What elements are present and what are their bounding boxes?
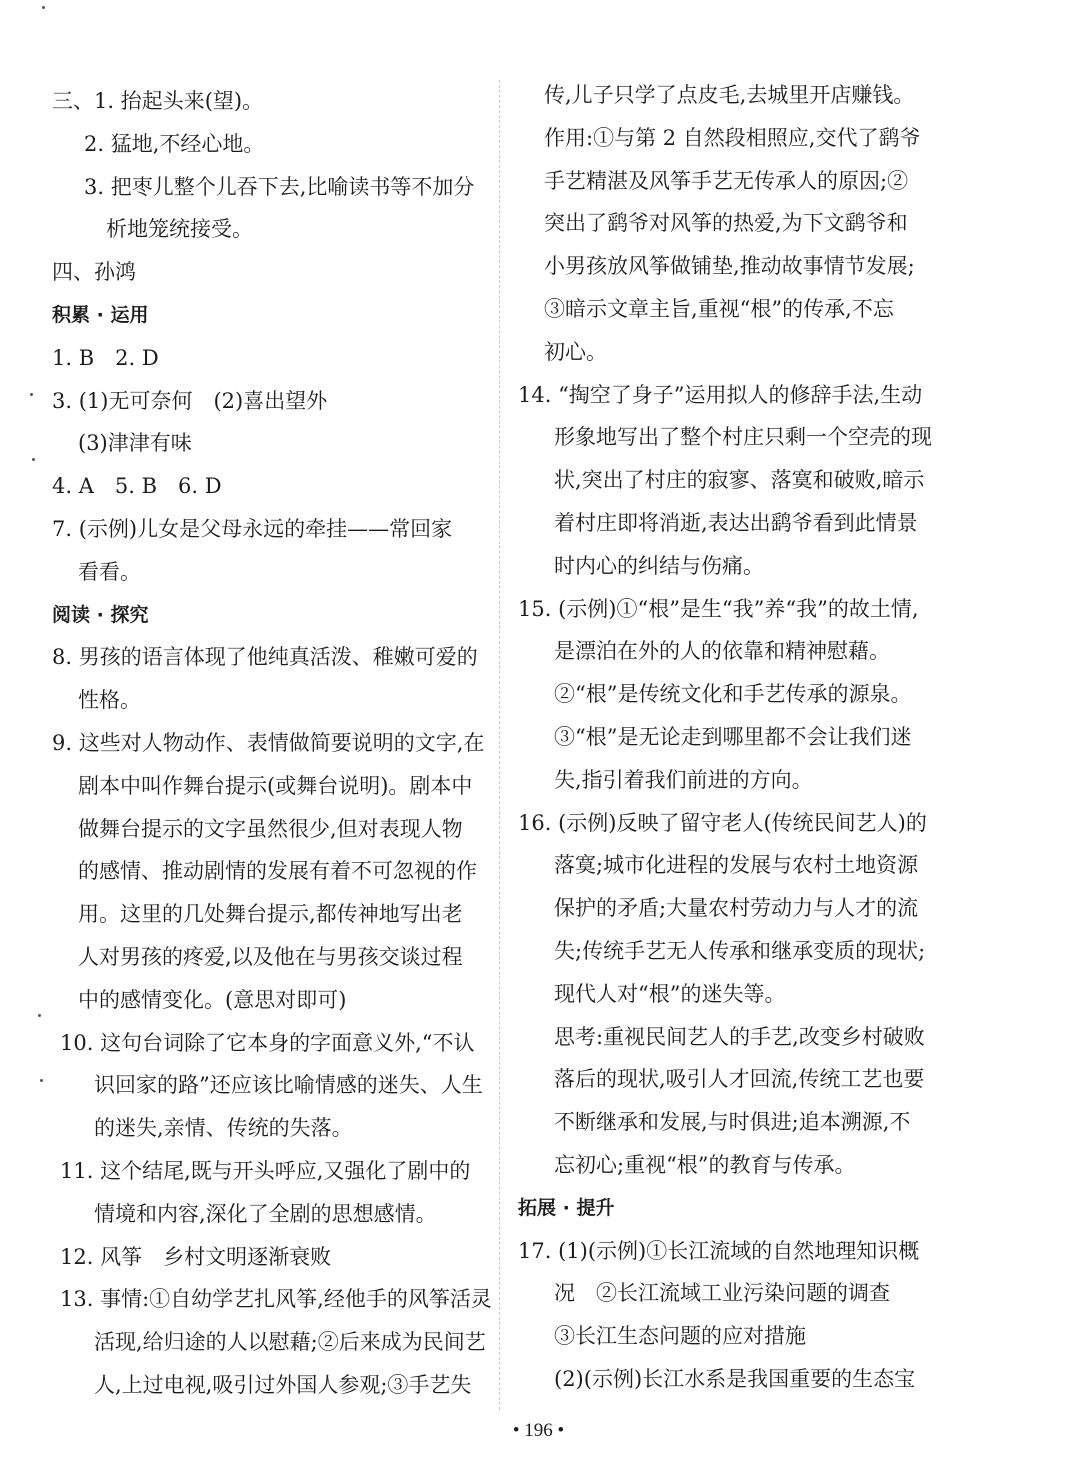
answer-line: 是漂泊在外的人的依靠和精神慰藉。 bbox=[554, 639, 890, 664]
answer-line: 初心。 bbox=[544, 339, 607, 364]
answer-line: 情境和内容,深化了全剧的思想感情。 bbox=[94, 1201, 437, 1226]
answer-line: 活现,给归途的人以慰藉;②后来成为民间艺 bbox=[94, 1330, 486, 1355]
answer-line: 15. (示例)①“根”是生“我”养“我”的故土情, bbox=[518, 596, 919, 621]
answer-line: 11. 这个结尾,既与开头呼应,又强化了剧中的 bbox=[60, 1159, 471, 1183]
answer-line: 小男孩放风筝做铺垫,推动故事情节发展; bbox=[544, 254, 915, 279]
answer-line: 3. (1)无可奈何 (2)喜出望外 bbox=[52, 388, 328, 413]
answer-line: 忘初心;重视“根”的教育与传承。 bbox=[554, 1153, 856, 1177]
answer-line: 手艺精湛及风筝手艺无传承人的原因;② bbox=[544, 168, 909, 193]
answer-line: 2. 猛地,不经心地。 bbox=[84, 131, 265, 156]
answer-line: 状,突出了村庄的寂寥、落寞和破败,暗示 bbox=[554, 468, 925, 493]
answer-line: 3. 把枣儿整个儿吞下去,比喻读书等不加分 bbox=[84, 174, 475, 199]
answer-line: 中的感情变化。(意思对即可) bbox=[78, 987, 347, 1012]
answer-line: 14. “掏空了身子”运用拟人的修辞手法,生动 bbox=[518, 382, 923, 407]
answer-line: 作用:①与第 2 自然段相照应,交代了鹞爷 bbox=[544, 125, 921, 150]
answer-line: 16. (示例)反映了留守老人(传统民间艺人)的 bbox=[518, 810, 927, 835]
answer-line: 7. (示例)儿女是父母永远的牵挂——常回家 bbox=[52, 517, 453, 541]
answer-line: 时内心的纠结与伤痛。 bbox=[554, 553, 764, 578]
answer-line: 做舞台提示的文字虽然很少,但对表现人物 bbox=[78, 816, 463, 841]
answer-line: (2)(示例)长江水系是我国重要的生态宝 bbox=[554, 1367, 916, 1391]
answer-line: ②“根”是传统文化和手艺传承的源泉。 bbox=[554, 682, 912, 707]
answer-line: 况 ②长江流域工业污染问题的调查 bbox=[554, 1281, 890, 1306]
answer-line: 8. 男孩的语言体现了他纯真活泼、稚嫩可爱的 bbox=[52, 645, 478, 670]
section-heading: 拓展 · 提升 bbox=[518, 1196, 615, 1219]
answer-line: 失;传统手艺无人传承和继承变质的现状; bbox=[554, 939, 926, 963]
answer-line: 形象地写出了整个村庄只剩一个空壳的现 bbox=[554, 425, 932, 450]
answer-line: 突出了鹞爷对风筝的热爱,为下文鹞爷和 bbox=[544, 211, 908, 236]
answer-line: 三、1. 抬起头来(望)。 bbox=[52, 89, 264, 113]
answer-line: ③“根”是无论走到哪里都不会让我们迷 bbox=[554, 725, 912, 749]
answer-line: (3)津津有味 bbox=[78, 431, 192, 456]
section-heading: 阅读 · 探究 bbox=[52, 603, 149, 626]
answer-line: 落后的现状,吸引人才回流,传统工艺也要 bbox=[554, 1067, 925, 1092]
answer-line: 着村庄即将消逝,表达出鹞爷看到此情景 bbox=[554, 511, 918, 535]
answer-line: ③长江生态问题的应对措施 bbox=[554, 1324, 806, 1349]
answer-line: 9. 这些对人物动作、表情做简要说明的文字,在 bbox=[52, 731, 485, 755]
answer-line: 13. 事情:①自幼学艺扎风筝,经他手的风筝活灵 bbox=[60, 1287, 492, 1312]
answer-line: 失,指引着我们前进的方向。 bbox=[554, 767, 813, 792]
answer-line: 17. (1)(示例)①长江流域的自然地理知识概 bbox=[518, 1238, 920, 1263]
answer-line: 性格。 bbox=[78, 688, 141, 713]
answer-line: 不断继承和发展,与时俱进;追本溯源,不 bbox=[554, 1110, 911, 1135]
answer-line: 10. 这句台词除了它本身的字面意义外,“不认 bbox=[60, 1030, 475, 1055]
answer-line: 的感情、推动剧情的发展有着不可忽视的作 bbox=[78, 859, 477, 884]
answer-line: 保护的矛盾;大量农村劳动力与人才的流 bbox=[554, 896, 919, 921]
answer-line: ③暗示文章主旨,重视“根”的传承,不忘 bbox=[544, 297, 894, 321]
answer-line: 思考:重视民间艺人的手艺,改变乡村破败 bbox=[554, 1024, 925, 1049]
answer-line: 现代人对“根”的迷失等。 bbox=[554, 981, 786, 1006]
answer-line: 传,儿子只学了点皮毛,去城里开店赚钱。 bbox=[544, 83, 915, 107]
answer-line: 剧本中叫作舞台提示(或舞台说明)。剧本中 bbox=[78, 773, 473, 798]
column-divider bbox=[499, 80, 500, 1410]
page-number: • 196 • bbox=[512, 1420, 565, 1441]
answer-line: 四、孙鸿 bbox=[52, 260, 136, 285]
answer-line: 4. A 5. B 6. D bbox=[52, 474, 222, 499]
answer-line: 落寞;城市化进程的发展与农村土地资源 bbox=[554, 853, 919, 878]
answer-line: 1. B 2. D bbox=[52, 345, 159, 370]
answer-line: 识回家的路”还应该比喻情感的迷失、人生 bbox=[94, 1073, 483, 1098]
answer-line: 的迷失,亲情、传统的失落。 bbox=[94, 1116, 353, 1141]
answer-line: 人对男孩的疼爱,以及他在与男孩交谈过程 bbox=[78, 945, 463, 969]
answer-line: 人,上过电视,吸引过外国人参观;③手艺失 bbox=[94, 1373, 472, 1397]
answer-line: 用。这里的几处舞台提示,都传神地写出老 bbox=[78, 902, 463, 927]
answer-line: 看看。 bbox=[78, 559, 141, 584]
section-heading: 积累 · 运用 bbox=[52, 304, 149, 326]
answer-line: 析地笼统接受。 bbox=[106, 217, 253, 242]
answer-line: 12. 风筝 乡村文明逐渐衰败 bbox=[60, 1244, 332, 1269]
